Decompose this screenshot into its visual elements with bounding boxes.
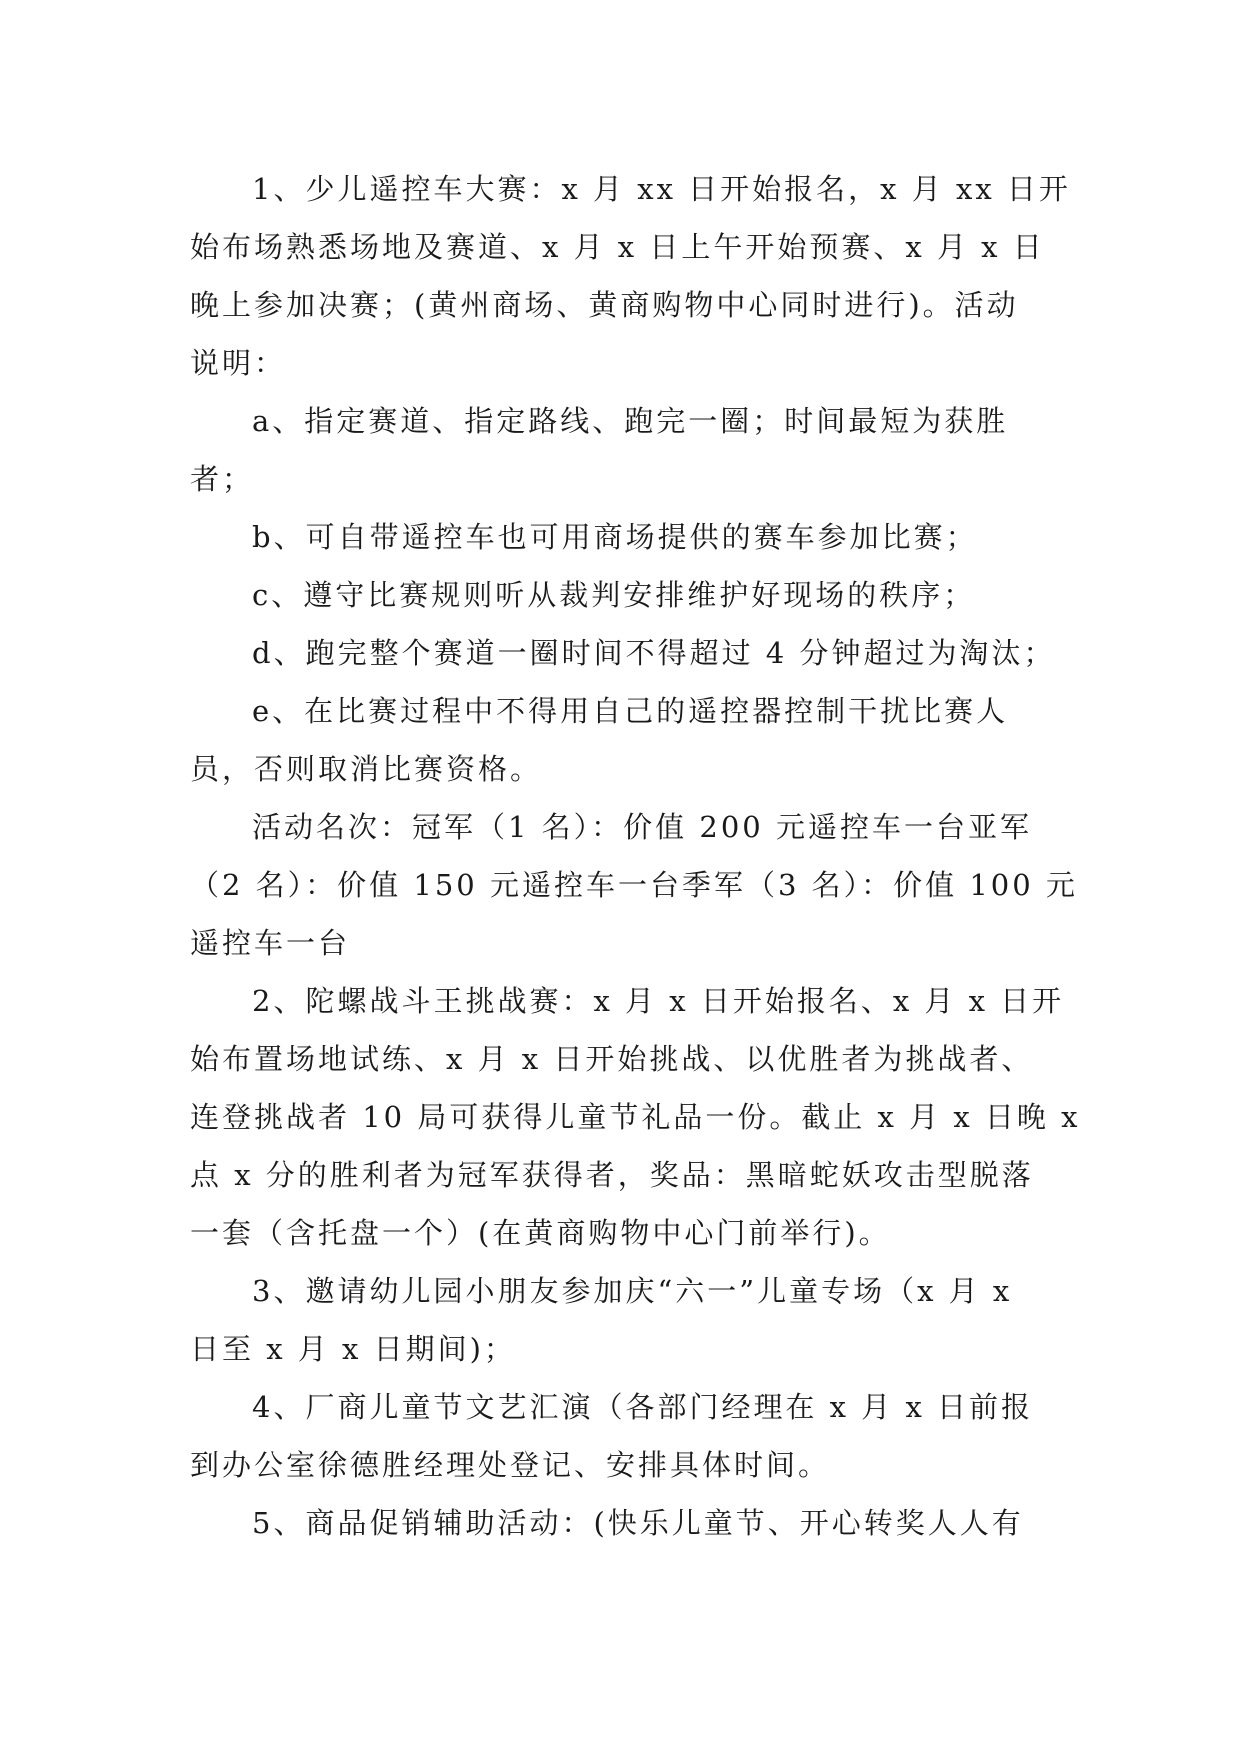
paragraph <box>190 1494 1060 1552</box>
paragraph <box>190 798 1078 972</box>
text-line: c、遵守比赛规则听从裁判安排维护好现场的秩序； <box>252 578 976 612</box>
paragraph <box>190 508 1060 566</box>
paragraph <box>190 160 1071 392</box>
text-line: 5、商品促销辅助活动：(快乐儿童节、开心转奖人人有 <box>252 1506 1024 1540</box>
text-line: 遥控车一台 <box>190 926 351 960</box>
text-line: b、可自带遥控车也可用商场提供的赛车参加比赛； <box>252 520 978 554</box>
paragraph <box>190 972 1081 1262</box>
text-line: 始布场熟悉场地及赛道、x 月 x 日上午开始预赛、x 月 x 日 <box>190 230 1045 264</box>
paragraph <box>190 624 1060 682</box>
text-line: a、指定赛道、指定路线、跑完一圈；时间最短为获胜 <box>252 404 1009 438</box>
text-line: 到办公室徐德胜经理处登记、安排具体时间。 <box>190 1448 831 1482</box>
text-line: 者； <box>190 462 255 496</box>
text-line: 4、厂商儿童节文艺汇演（各部门经理在 x 月 x 日前报 <box>252 1390 1034 1424</box>
paragraph <box>190 1378 1060 1494</box>
text-line: 3、邀请幼儿园小朋友参加庆“六一”儿童专场（x 月 x <box>252 1274 1013 1308</box>
paragraph <box>190 392 1060 508</box>
text-line: 晚上参加决赛；(黄州商场、黄商购物中心同时进行)。活动 <box>190 288 1019 322</box>
text-line: 说明： <box>190 346 287 380</box>
text-line: 一套（含托盘一个）(在黄商购物中心门前举行)。 <box>190 1216 891 1250</box>
paragraph <box>190 1262 1060 1378</box>
paragraph <box>190 566 1060 624</box>
text-line: 1、少儿遥控车大赛：x 月 xx 日开始报名，x 月 xx 日开 <box>252 172 1071 206</box>
text-line: d、跑完整个赛道一圈时间不得超过 4 分钟超过为淘汰； <box>252 636 1056 670</box>
text-line: 连登挑战者 10 局可获得儿童节礼品一份。截止 x 月 x 日晚 x <box>190 1100 1081 1134</box>
text-line: 员，否则取消比赛资格。 <box>190 752 543 786</box>
text-line: （2 名）：价值 150 元遥控车一台季军（3 名）：价值 100 元 <box>190 868 1078 902</box>
text-line: 始布置场地试练、x 月 x 日开始挑战、以优胜者为挑战者、 <box>190 1042 1034 1076</box>
text-line: 2、陀螺战斗王挑战赛：x 月 x 日开始报名、x 月 x 日开 <box>252 984 1065 1018</box>
text-line: 日至 x 月 x 日期间)； <box>190 1332 516 1366</box>
paragraph <box>190 682 1060 798</box>
text-line: 点 x 分的胜利者为冠军获得者，奖品：黑暗蛇妖攻击型脱落 <box>190 1158 1034 1192</box>
document-body <box>190 160 1081 1552</box>
text-line: 活动名次：冠军（1 名）：价值 200 元遥控车一台亚军 <box>252 810 1032 844</box>
text-line: e、在比赛过程中不得用自己的遥控器控制干扰比赛人 <box>252 694 1009 728</box>
